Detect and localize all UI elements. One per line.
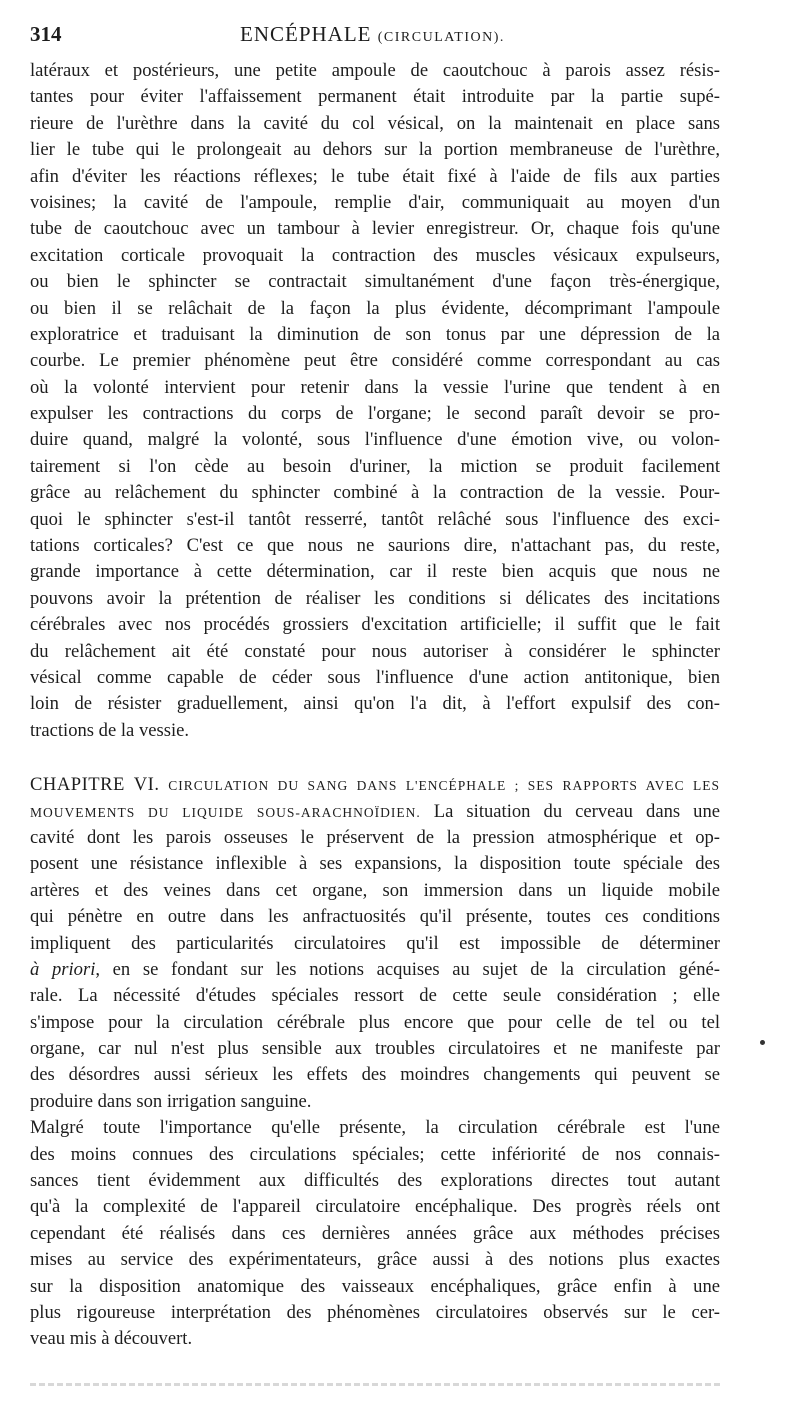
text-line: grande importance à cette détermination, car il reste bien acquis que nous ne [30,561,720,583]
chapter-text-start: La situation du cerveau dans une [433,800,721,822]
text-line: Malgré toute l'importance qu'elle présente, la circulation cérébrale est l'une [30,1117,720,1139]
text-line: tantes pour éviter l'affaissement permanent était introduite par la partie supé- [30,86,720,108]
chapter-label: CHAPITRE VI. [30,774,160,796]
text-line: vésical comme capable de céder sous l'influence d'une action antitonique, bien [30,666,720,688]
text-line: rale. La nécessité d'études spéciales ressort de cette seule considération ; elle [30,985,720,1007]
text-line: latéraux et postérieurs, une petite ampoule de caoutchouc à parois assez résis- [30,60,720,81]
text-line: ou bien il se relâchait de la façon la plus évidente, décomprimant l'ampoule [30,297,720,319]
text-line: afin d'éviter les réactions réflexes; le tube était fixé à l'aide de fils aux parties [30,165,720,187]
text-line: posent une résistance inflexible à ses expansions, la disposition toute spéciale des [30,853,720,875]
italic-phrase: à priori [30,958,96,980]
text-line: mises au service des expérimentateurs, grâce aussi à des notions plus exactes [30,1249,720,1271]
text-line: pouvons avoir la prétention de réaliser les conditions si délicates des incitations [30,587,720,609]
chapter-heading-line [30,772,720,798]
text-line: artères et des veines dans cet organe, son immersion dans un liquide mobile [30,879,720,901]
text-line: ou bien le sphincter se contractait simultanément d'une façon très-énergique, [30,271,720,293]
text-line: grâce au relâchement du sphincter combiné à la contraction de la vessie. Pour- [30,482,720,504]
section-gap [30,744,720,772]
text-line: impliquent des particularités circulatoires qu'il est impossible de déterminer [30,932,720,954]
text-line: loin de résister graduellement, ainsi qu'on l'a dit, à l'effort expulsif des con- [30,693,720,715]
text-line: tube de caoutchouc avec un tambour à levier enregistreur. Or, chaque fois qu'une [30,218,720,240]
page-header [30,22,720,52]
chapter-title-continued: MOUVEMENTS DU LIQUIDE SOUS-ARACHNOÏDIEN. [30,804,421,820]
paragraph-3 [30,1115,720,1353]
text-line: exploratrice et traduisant la diminution de son tonus par une dépression de la [30,323,720,345]
text-line: plus rigoureuse interprétation des phénomènes circulatoires observés sur le cer- [30,1301,720,1323]
text-line: des moins connues des circulations spéciales; cette infériorité de nos connais- [30,1143,720,1165]
body-text [30,58,720,1353]
paragraph-1 [30,58,720,744]
text-line: sances tient évidemment aux difficultés des explorations directes tout autant [30,1170,720,1192]
running-head [240,22,505,47]
text-line: où la volonté intervient pour retenir dans la vessie l'urine que tendent à en [30,376,720,398]
text-line: s'impose pour la circulation cérébrale plus encore que pour celle de tel ou tel [30,1011,720,1033]
text-line: expulser les contractions du corps de l'organe; le second paraît devoir se pro- [30,403,720,425]
text-line [30,957,720,983]
text-line: du relâchement ait été constaté pour nous autoriser à considérer le sphincter [30,640,720,662]
text-line: veau mis à découvert. [30,1328,193,1350]
running-head-sub: (CIRCULATION). [377,30,505,45]
text-line: qu'à la complexité de l'appareil circulatoire encéphalique. Des progrès réels ont [30,1196,720,1218]
text-line: tractions de la vessie. [30,719,190,741]
text-line: quoi le sphincter s'est-il tantôt resserré, tantôt relâché sous l'influence des exci- [30,508,720,530]
text-line: courbe. Le premier phénomène peut être considéré comme correspondant au cas [30,350,720,372]
text-line: cérébrales avec nos procédés grossiers d'excitation artificielle; il suffit que le fait [30,614,720,636]
text-line: organe, car nul n'est plus sensible aux troubles circulatoires et ne manifeste par [30,1038,720,1060]
text-line: cependant été réalisés dans ces dernières années grâce aux méthodes précises [30,1222,720,1244]
page-number: 314 [30,22,62,46]
chapter-section [30,772,720,1115]
text-line: voisines; la cavité de l'ampoule, remplie d'air, communiquait au moyen d'un [30,191,720,213]
text-line: rieure de l'urèthre dans la cavité du col vésical, on la maintenait en place sans [30,112,720,134]
text-line: lier le tube qui le prolongeait au dehors sur la portion membraneuse de l'urèthre, [30,139,720,161]
text-line: qui pénètre en outre dans les anfractuosités qu'il présente, toutes ces conditions [30,906,720,928]
text-line: tations corticales? C'est ce que nous ne saurions dire, n'attachant pas, du reste, [30,535,720,557]
text-line: des désordres aussi sérieux les effets des moindres changements qui peuvent se [30,1064,720,1086]
text-fragment: , en se fondant sur les notions acquises au sujet de la circulation géné- [95,958,720,980]
chapter-heading-line-2 [30,799,720,825]
text-line: duire quand, malgré la volonté, sous l'influence d'une émotion vive, ou volon- [30,429,720,451]
text-line: tairement si l'on cède au besoin d'uriner, la miction se produit facilement [30,455,720,477]
text-line: cavité dont les parois osseuses le préservent de la pression atmosphérique et op- [30,826,720,848]
chapter-title: CIRCULATION DU SANG DANS L'ENCÉPHALE ; SES RAPPORTS AVEC LES [168,778,720,794]
margin-speck [760,1040,765,1045]
text-line: produire dans son irrigation sanguine. [30,1090,312,1112]
text-line: sur la disposition anatomique des vaisseaux encéphaliques, grâce enfin à une [30,1275,720,1297]
running-head-main: ENCÉPHALE [240,22,372,46]
bleed-through-residue [30,1383,720,1386]
text-line: excitation corticale provoquait la contraction des muscles vésicaux expulseurs, [30,244,720,266]
